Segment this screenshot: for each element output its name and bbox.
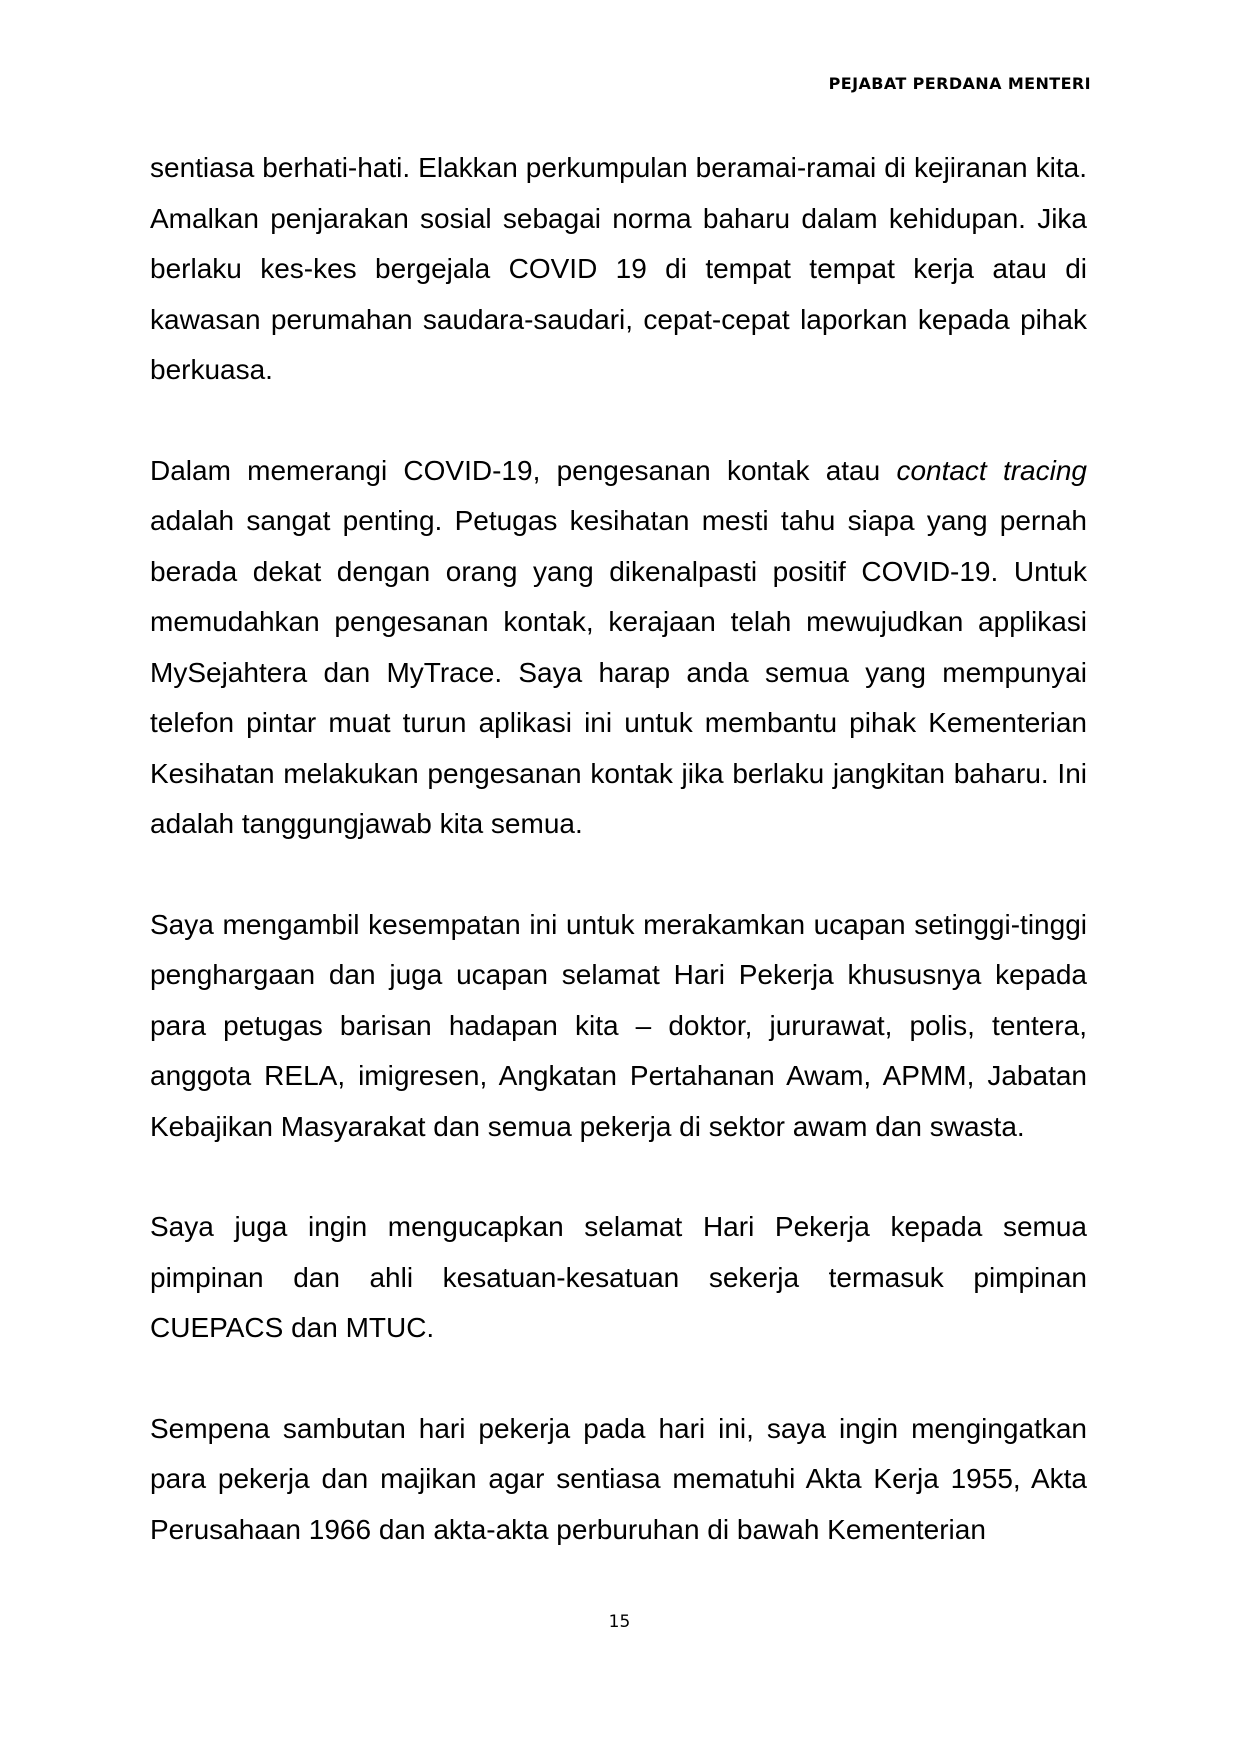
italic-term: contact tracing xyxy=(896,454,1087,486)
page-header-office: PEJABAT PERDANA MENTERI xyxy=(828,74,1091,93)
paragraph-text: Dalam memerangi COVID-19, pengesanan kontak atau xyxy=(150,454,897,486)
paragraph: Saya juga ingin mengucapkan selamat Hari Pekerja kepada semua pimpinan dan ahli kesatuan-kesatuan sekerja termasuk pimpinan CUEPACS dan MTUC. xyxy=(150,1211,1087,1343)
document-body xyxy=(150,143,1087,1555)
paragraph: sentiasa berhati-hati. Elakkan perkumpulan beramai-ramai di kejiranan kita. Amalkan penjarakan sosial sebagai norma baharu dalam kehidupan. Jika berlaku kes-kes bergejala COVID 19 di tempat tempat kerja atau di kawasan perumahan saudara-saudari, cepat-cepat laporkan kepada pihak berkuasa. xyxy=(150,152,1087,385)
paragraph: Saya mengambil kesempatan ini untuk merakamkan ucapan setinggi-tinggi penghargaan dan juga ucapan selamat Hari Pekerja khususnya kepada para petugas barisan hadapan kita – doktor, jururawat, polis, tentera, anggota RELA, imigresen, Angkatan Pertahanan Awam, APMM, Jabatan Kebajikan Masyarakat dan semua pekerja di sektor awam dan swasta. xyxy=(150,908,1087,1142)
paragraph-text: adalah sangat penting. Petugas kesihatan mesti tahu siapa yang pernah berada dekat dengan orang yang dikenalpasti positif COVID-19. Untuk memudahkan pengesanan kontak, kerajaan telah mewujudkan applikasi MySejahtera dan MyTrace. Saya harap anda semua yang mempunyai telefon pintar muat turun aplikasi ini untuk membantu pihak Kementerian Kesihatan melakukan pengesanan kontak jika berlaku jangkitan baharu. Ini adalah tanggungjawab kita semua. xyxy=(150,505,1087,839)
paragraph xyxy=(150,446,1087,850)
paragraph: Sempena sambutan hari pekerja pada hari ini, saya ingin mengingatkan para pekerja dan majikan agar sentiasa mematuhi Akta Kerja 1955, Akta Perusahaan 1966 dan akta-akta perburuhan di bawah Kementerian xyxy=(150,1412,1087,1545)
page-number: 15 xyxy=(608,1612,631,1632)
